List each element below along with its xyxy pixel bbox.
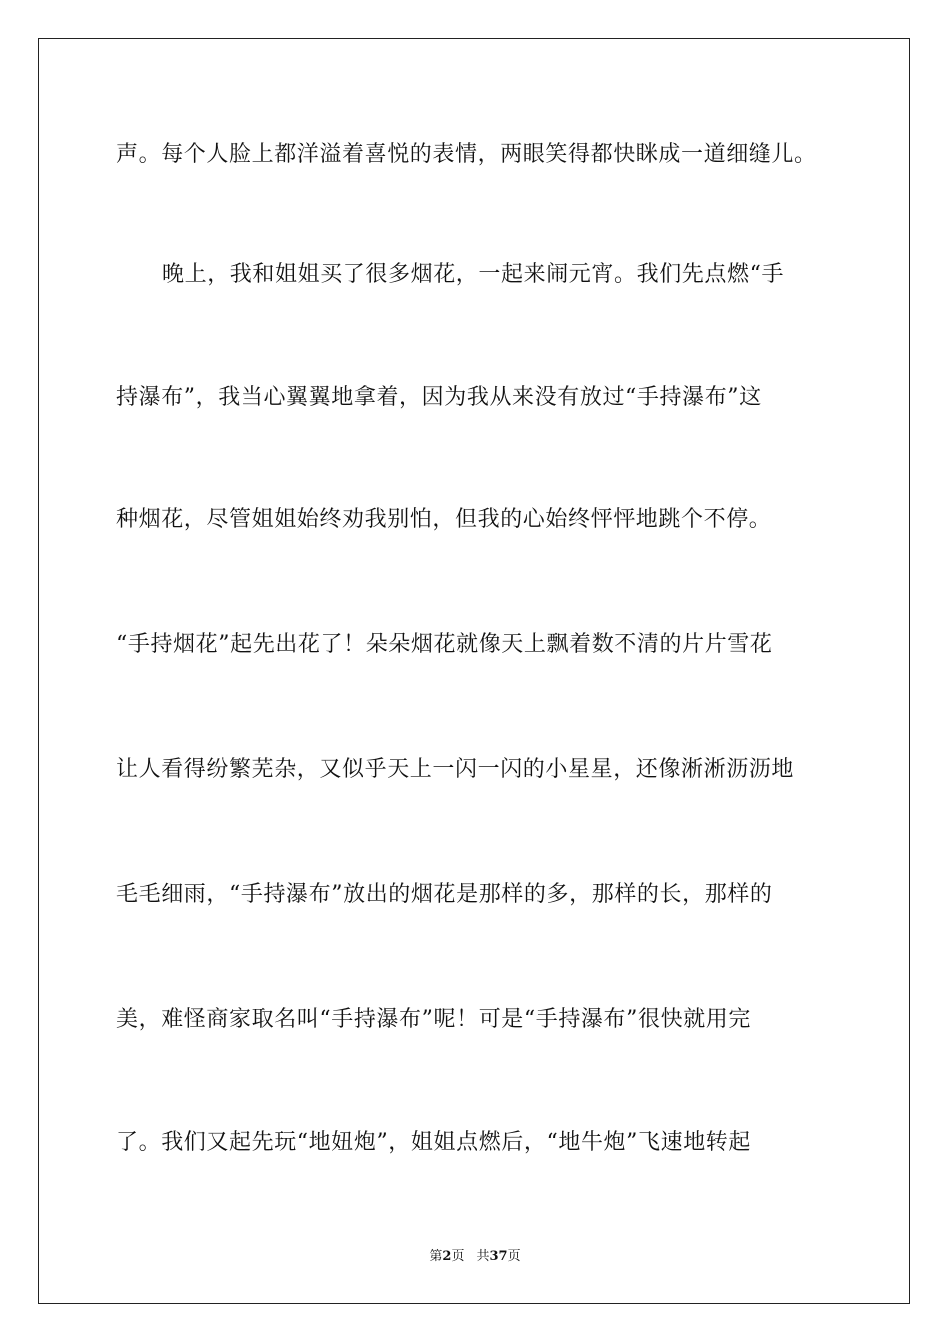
text-line-3: 持瀑布”，我当心翼翼地拿着，因为我从来没有放过“手持瀑布”这 [116,385,762,410]
footer-page-prefix: 第 [429,1249,443,1264]
footer-total-pages: 37 [489,1249,508,1264]
footer-page-suffix: 页 [451,1249,465,1264]
text-line-8: 美，难怪商家取名叫“手持瀑布”呢！可是“手持瀑布”很快就用完 [116,1007,751,1032]
page-footer [0,1248,950,1266]
footer-page-number: 2 [442,1249,452,1264]
footer-total-suffix: 页 [507,1249,521,1264]
text-line-6: 让人看得纷繁芜杂，又似乎天上一闪一闪的小星星，还像淅淅沥沥地 [116,757,795,782]
footer-total-prefix: 共 [476,1249,490,1264]
text-line-2: 晚上，我和姐姐买了很多烟花，一起来闹元宵。我们先点燃“手 [162,262,785,287]
text-line-5: “手持烟花”起先出花了！朵朵烟花就像天上飘着数不清的片片雪花 [116,632,773,657]
page-border [38,38,910,1304]
text-line-1: 声。每个人脸上都洋溢着喜悦的表情，两眼笑得都快眯成一道细缝儿。 [116,142,817,167]
text-line-7: 毛毛细雨，“手持瀑布”放出的烟花是那样的多，那样的长，那样的 [116,882,773,907]
text-line-9: 了。我们又起先玩“地妞炮”，姐姐点燃后，“地牛炮”飞速地转起 [116,1130,751,1155]
text-line-4: 种烟花，尽管姐姐始终劝我别怕，但我的心始终怦怦地跳个不停。 [116,507,772,532]
